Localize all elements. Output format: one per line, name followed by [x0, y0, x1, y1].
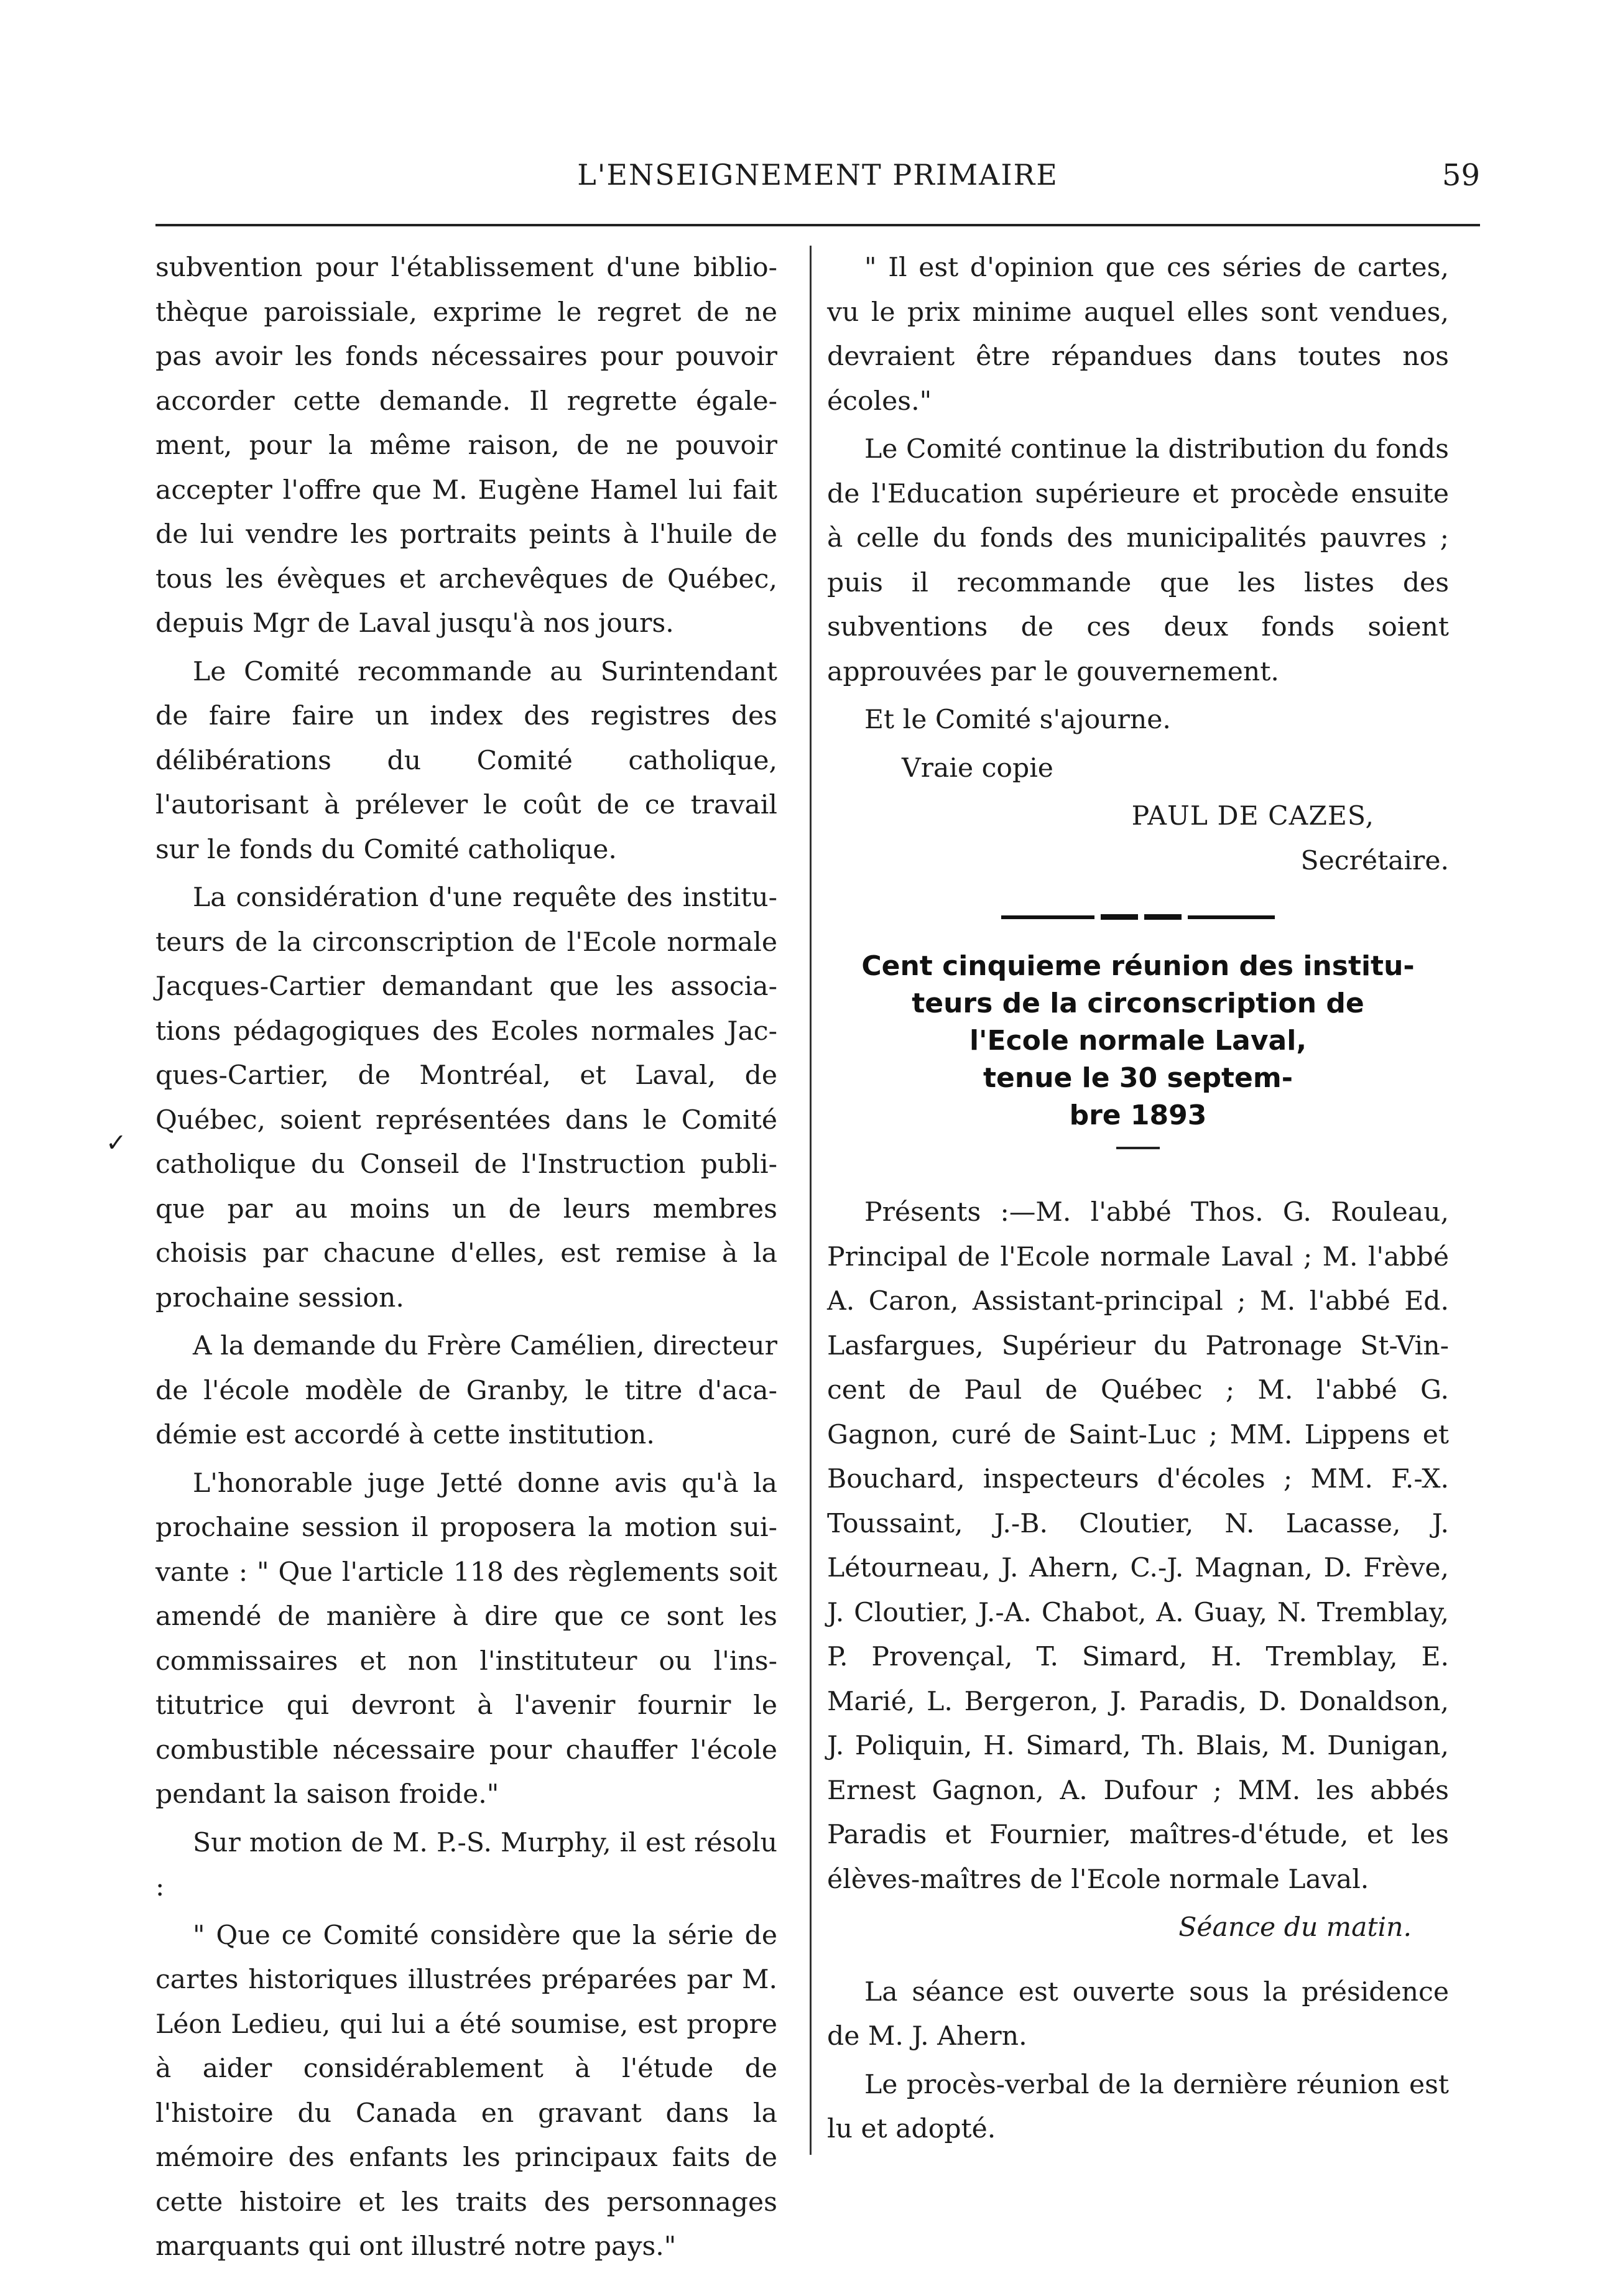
paragraph: Sur motion de M. P.-S. Murphy, il est résolu :	[155, 1827, 777, 1902]
running-title: L'ENSEIGNEMENT PRIMAIRE	[577, 158, 1058, 192]
paragraph: Présents :—M. l'abbé Thos. G. Rouleau, Principal de l'Ecole normale Laval ; M. l'abbé A. Caron, Assistant-principal ; M. l'abbé Ed. Lasfargues, Supérieur du Patronage St-Vincent de Paul de Québec ; M. l'abbé G. Gagnon, curé de Saint-Luc ; MM. Lippens et Bouchard, inspecteurs d'écoles ; MM. F.-X. Toussaint, J.-B. Cloutier, N. Lacasse, J. Létourneau, J. Ahern, C.-J. Magnan, D. Frève, J. Cloutier, J.-A. Chabot, A. Guay, N. Tremblay, P. Provençal, T. Simard, H. Tremblay, E. Marié, L. Bergeron, J. Paradis, D. Donaldson, J. Poliquin, H. Simard, Th. Blais, M. Dunigan, Ernest Gagnon, A. Dufour ; MM. les abbés Paradis et Fournier, maîtres-d'étude, et les élèves-maîtres de l'Ecole normale Laval.	[827, 1197, 1449, 1895]
section-heading-line: teurs de la circonscription de	[912, 988, 1364, 1019]
column-divider	[810, 246, 812, 2155]
right-column	[827, 246, 1449, 2155]
section-heading-line: Cent cinquieme réunion des institu-	[861, 950, 1415, 982]
paragraph: La considération d'une requête des instituteurs de la circonscription de l'Ecole normale Jacques-Cartier demandant que les associations pédagogiques des Ecoles normales Jacques-Cartier, de Montréal, et Laval, de Québec, soient représentées dans le Comité catholique du Conseil de l'Instruction publique par au moins un de leurs membres choisis par chacune d'elles, est remise à la prochaine session.	[155, 882, 777, 1313]
page-header	[155, 149, 1480, 205]
header-rule	[155, 224, 1480, 226]
paragraph: " Il est d'opinion que ces séries de cartes, vu le prix minime auquel elles sont vendues, devraient être répandues dans toutes nos écoles."	[827, 252, 1449, 417]
paragraph: subvention pour l'établissement d'une bibliothèque paroissiale, exprime le regret de ne pas avoir les fonds nécessaires pour pouvoir accorder cette demande. Il regrette également, pour la même raison, de ne pouvoir accepter l'offre que M. Eugène Hamel lui fait de lui vendre les portraits peints à l'huile de tous les évèques et archevêques de Québec, depuis Mgr de Laval jusqu'à nos jours.	[155, 252, 777, 639]
ornament-rule	[1001, 914, 1275, 920]
session-title: Séance du matin.	[1178, 1912, 1412, 1943]
section-heading-line: l'Ecole normale Laval,	[969, 1025, 1307, 1057]
section-heading-line: tenue le 30 septem-	[983, 1062, 1293, 1094]
section-heading	[833, 948, 1443, 1134]
copy-note: Vraie copie	[902, 752, 1053, 784]
signature-name: PAUL DE CAZES,	[1131, 801, 1374, 831]
paragraph: Et le Comité s'ajourne.	[864, 705, 1171, 735]
section-heading-line: bre 1893	[1069, 1099, 1207, 1131]
paragraph: Le Comité recommande au Surintendant de faire faire un index des registres des délibérations du Comité catholique, l'autorisant à prélever le coût de ce travail sur le fonds du Comité catholique.	[155, 656, 777, 865]
left-column	[155, 246, 777, 2273]
paragraph: " Que ce Comité considère que la série de cartes historiques illustrées préparées par M. Léon Ledieu, qui lui a été soumise, est propre à aider considérablement à l'étude de l'histoire du Canada en gravant dans la mémoire des enfants les principaux faits de cette histoire et les traits des personnages marquants qui ont illustré notre pays."	[155, 1920, 777, 2262]
paragraph: La séance est ouverte sous la présidence de M. J. Ahern.	[827, 1976, 1449, 2052]
paragraph: A la demande du Frère Camélien, directeur de l'école modèle de Granby, le titre d'académie est accordé à cette institution.	[155, 1331, 777, 1450]
page-number: 59	[1441, 158, 1480, 193]
paragraph: L'honorable juge Jetté donne avis qu'à la prochaine session il proposera la motion suivante : " Que l'article 118 des règlements soit amendé de manière à dire que ce sont les commissaires et non l'instituteur ou l'institutrice qui devront à l'avenir fournir le combustible nécessaire pour chauffer l'école pendant la saison froide."	[155, 1468, 777, 1810]
paragraph: Le Comité continue la distribution du fonds de l'Education supérieure et procède ensuite à celle du fonds des municipalités pauvres ; puis il recommande que les listes des subventions de ces deux fonds soient approuvées par le gouvernement.	[827, 434, 1449, 687]
short-rule	[1116, 1147, 1160, 1149]
signature-title: Secrétaire.	[1300, 845, 1449, 876]
paragraph: Le procès-verbal de la dernière réunion est lu et adopté.	[827, 2069, 1449, 2144]
margin-checkmark: ✓	[106, 1129, 127, 1157]
